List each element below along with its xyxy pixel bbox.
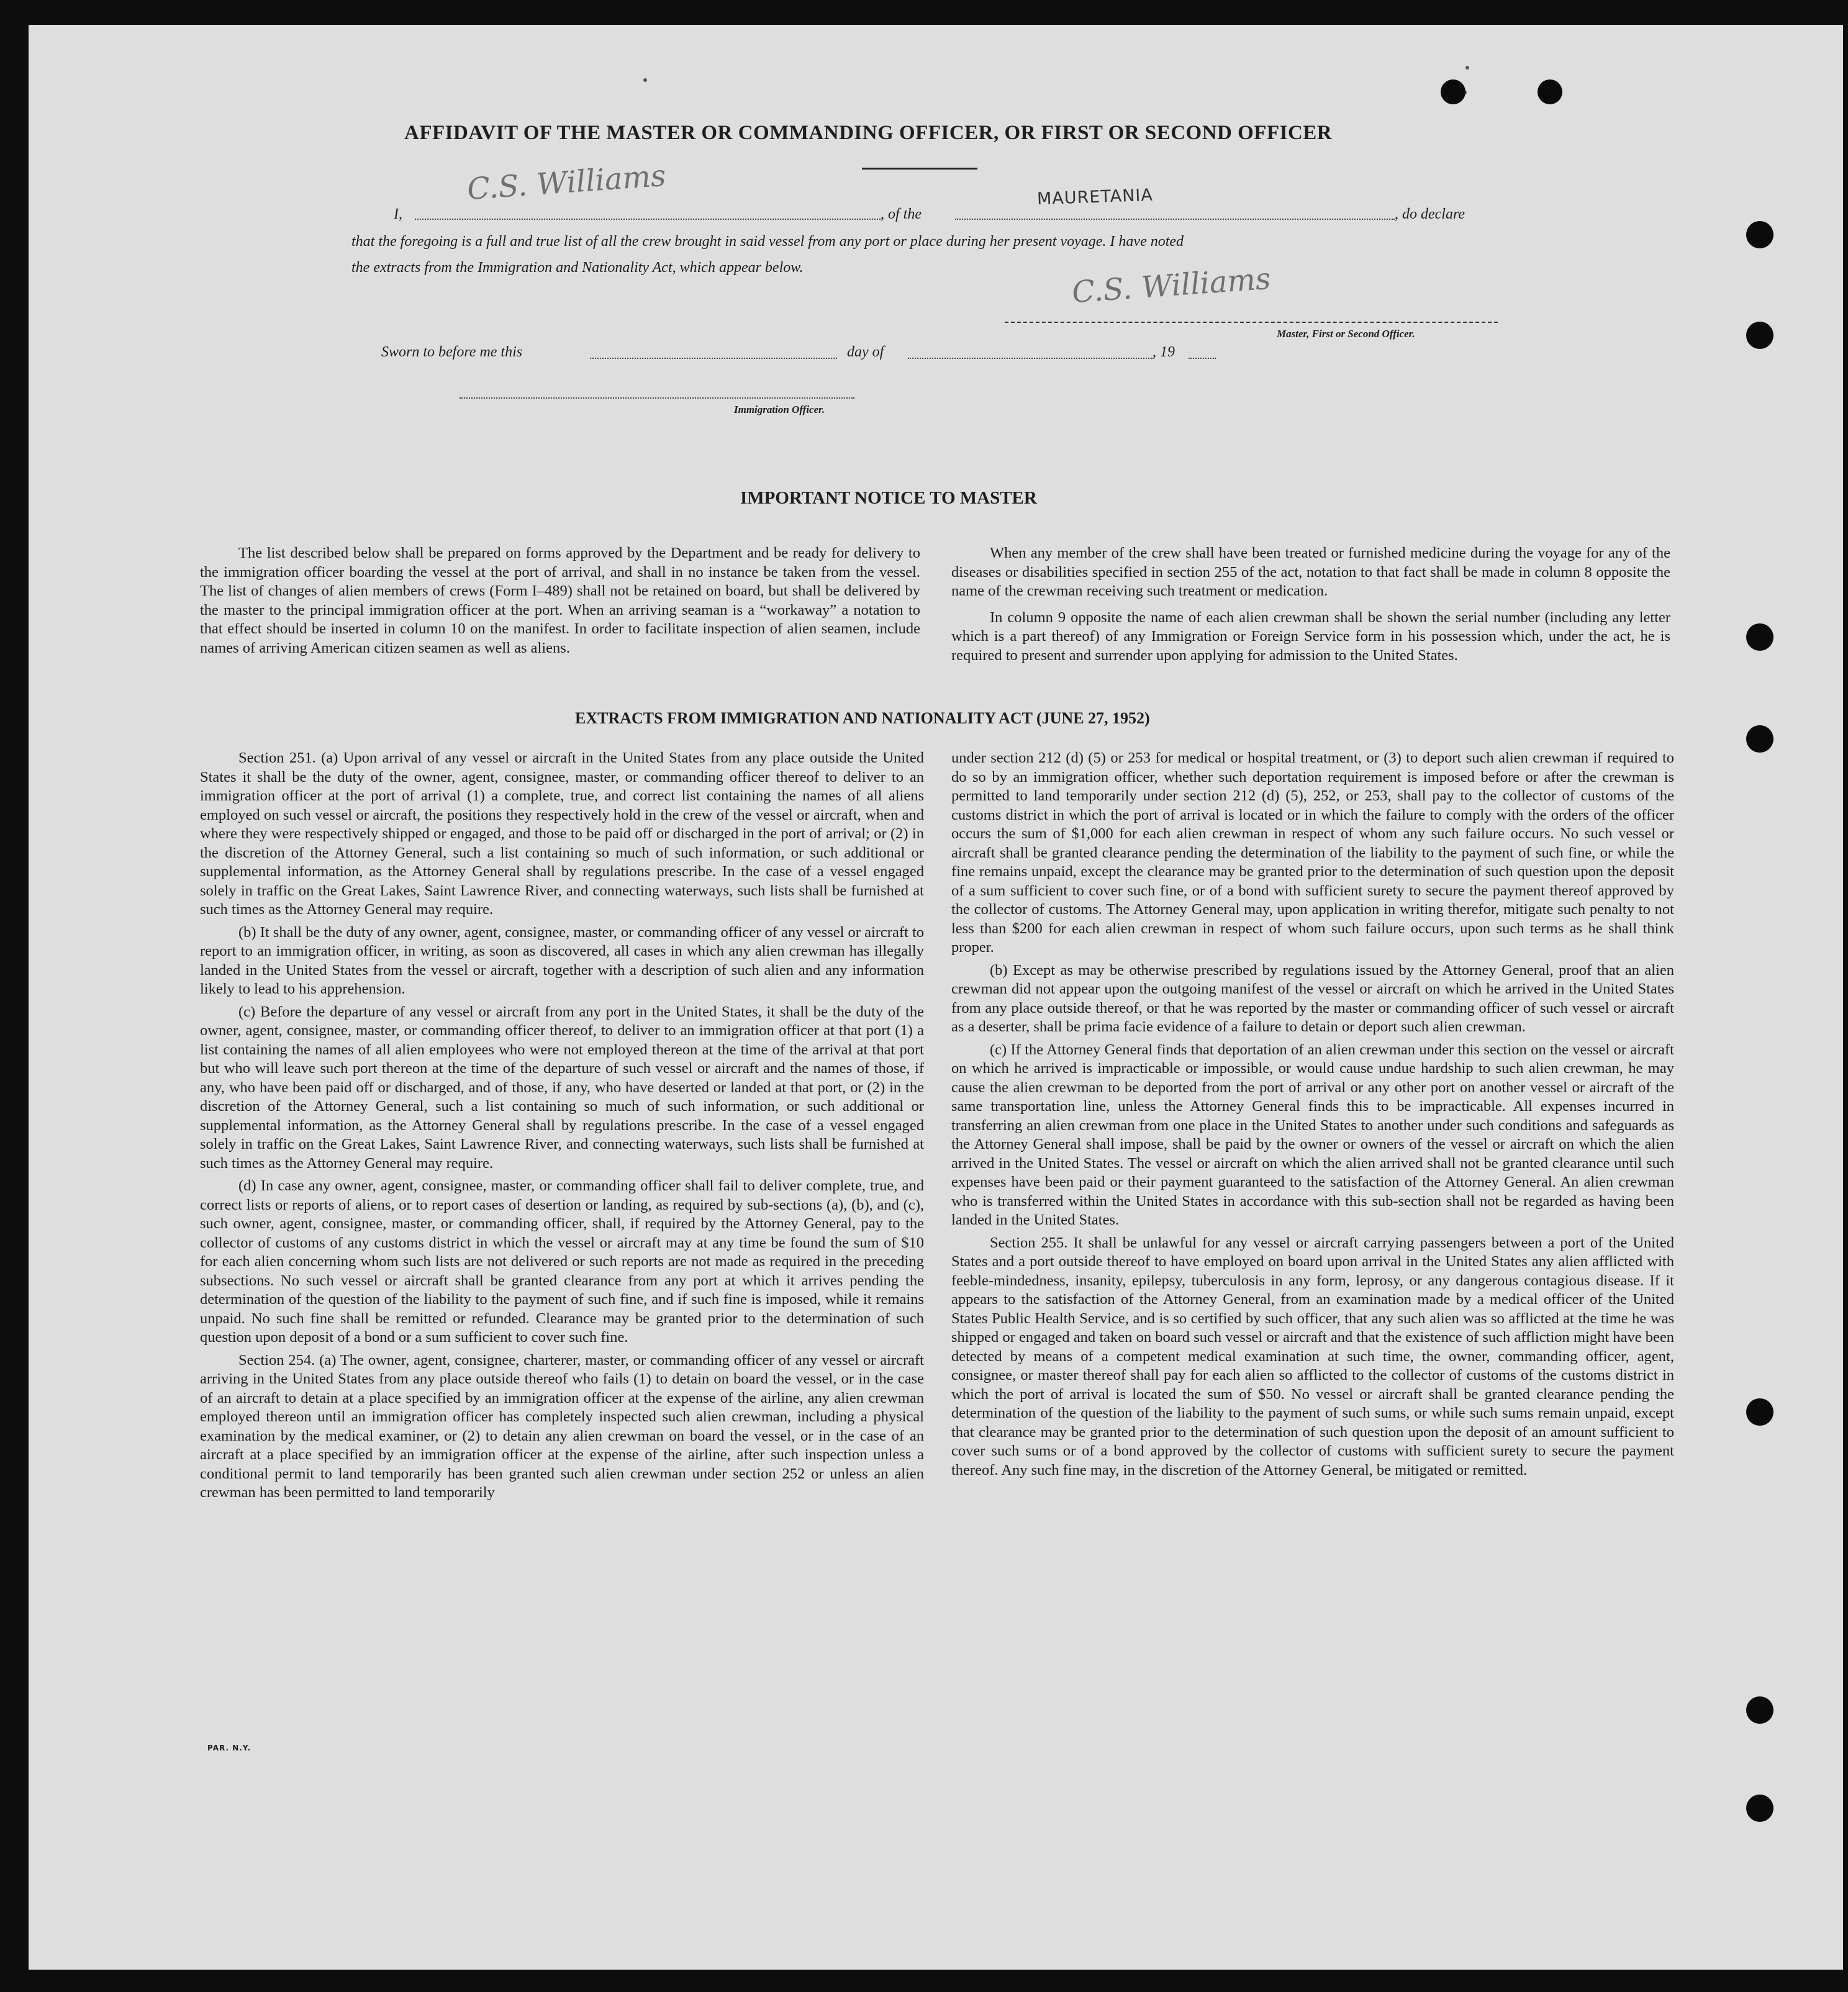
notice-left-column (200, 544, 920, 661)
binder-hole (1746, 322, 1773, 349)
speck (1465, 66, 1469, 70)
line1-of-the-label: , of the (881, 206, 922, 222)
vessel-name-stamp: MAURETANIA (1036, 185, 1154, 209)
affidavit-title: AFFIDAVIT OF THE MASTER OR COMMANDING OFFICER, OR FIRST OR SECOND OFFICER (404, 122, 1333, 144)
binder-hole (1746, 725, 1773, 753)
master-signature-label: Master, First or Second Officer. (1277, 328, 1415, 340)
declarant-name-field (415, 219, 881, 220)
section-251-c: (c) Before the departure of any vessel or aircraft from any port in the United States, it shall be the duty of the owner, agent, consignee, master, or commanding officer thereof, to deliver to an immigration officer at that port (1) a list containing the names of all alien employees who were not employed thereon at the time of the arrival at that port but who will leave such port thereon at the time of the departure of such vessel or aircraft and the names of those, if any, who have been paid off or discharged, and of those, if any, who have deserted or landed at that port, or (2) in the discretion of the Attorney General, such a list containing so much of such information, or such additional or supplemental information, as the Attorney General shall by regulations prescribe. In the case of a vessel engaged solely in traffic on the Great Lakes, Saint Lawrence River, and connecting waterways, such lists shall be furnished at such times as the Attorney General may require. (200, 1003, 924, 1172)
sworn-year-field (1189, 358, 1216, 359)
section-254-c: (c) If the Attorney General finds that deportation of an alien crewman under this section on the vessel or aircraft on which he arrived is impracticable or impossible, or would cause undue hardship to such alien crewman, he may cause the alien crewman to be deported from the port of arrival or any other port on another vessel or aircraft of the same transportation line, unless the Attorney General finds this to be impracticable. All expenses incurred in transferring an alien crewman from one place in the United States to another under such conditions and safeguards as the Attorney General shall impose, shall be paid by the owner or owners of the vessel or aircraft on which the alien arrived in the United States. The vessel or aircraft on which the alien arrived shall not be granted clearance until such expenses have been paid or their payment guaranteed to the satisfaction of the Attorney General. An alien crewman who is transferred within the United States in accordance with this sub-section shall not be regarded as having been landed in the United States. (951, 1041, 1674, 1228)
section-254-a: Section 254. (a) The owner, agent, consignee, charterer, master, or commanding officer of any vessel or aircraft arriving in the United States from any place outside thereof who fails (1) to detain on board the vessel, or in the case of an aircraft to detain at a place specified by an immigration officer at the expense of the airline, any alien crewman employed thereon until an immigration officer has completely inspected such alien crewman, including a physical examination by the medical examiner, or (2) to detain any alien crewman on board the vessel, or in the case of an aircraft at a place specified by an immigration officer at the expense of the airline, after such inspection unless a conditional permit to land temporarily has been granted such alien crewman under section 252 or unless an alien crewman has been permitted to land temporarily (200, 1351, 924, 1501)
binder-hole (1746, 221, 1773, 248)
notice-title: IMPORTANT NOTICE TO MASTER (740, 488, 1037, 508)
document-page (29, 25, 1843, 1970)
immigration-officer-label: Immigration Officer. (734, 404, 825, 415)
notice-left-paragraph: The list described below shall be prepared on forms approved by the Department and be ready for delivery to the immigration officer boarding the vessel at the port of arrival, and shall in no instance be taken from the vessel. The list of changes of alien members of crews (Form I–489) shall not be retained on board, but shall be delivered by the master to the principal immigration officer at the port. When an arriving seaman is a “workaway” a notation to that effect should be inserted in column 10 on the manifest. In order to facilitate inspection of alien seamen, include names of arriving American citizen seamen as well as aliens. (200, 545, 920, 656)
binder-hole (1746, 1398, 1773, 1426)
immigration-officer-line (460, 397, 854, 399)
section-255: Section 255. It shall be unlawful for any vessel or aircraft carrying passengers between a port of the United States and a port outside thereof to have employed on board upon arrival in the United States any alien afflicted with feeble-mindedness, insanity, epilepsy, tuberculosis in any form, leprosy, or any dangerous contagious disease. If it appears to the satisfaction of the Attorney General, from an examination made by a medical officer of the United States Public Health Service, and is so certified by such officer, that any such alien was so afflicted at the time he was shipped or engaged and taken on board such vessel or aircraft and that the existence of such affliction might have been detected by means of a competent medical examination at such time, the owner, commanding officer, agent, consignee, or master thereof shall pay for each alien so afflicted to the collector of customs of the customs district in which the port of arrival is located the sum of $50. No vessel or aircraft shall be granted clearance pending the determination of the question of the liability to the payment of such sums, or while such sums remain unpaid, except that clearance may be granted prior to the determination of such question upon the deposit of an amount sufficient to cover such sums or of a bond approved by the collector of customs with sufficient surety to secure the payment thereof. Any such fine may, in the discretion of the Attorney General, be mitigated or remitted. (951, 1234, 1674, 1478)
sworn-day-field (590, 358, 837, 359)
binder-hole (1746, 623, 1773, 651)
title-rule (862, 168, 977, 170)
sworn-day-of-label: day of (847, 344, 884, 360)
section-251-b: (b) It shall be the duty of any owner, agent, consignee, master, or commanding officer of any vessel or aircraft to report to an immigration officer, in writing, as soon as discovered, all cases in which any alien crewman has illegally landed in the United States from the vessel or aircraft, together with a description of such alien and any information likely to lead to his apprehension. (200, 923, 924, 997)
vessel-name-field (955, 219, 1395, 220)
notice-right-paragraph-1: When any member of the crew shall have been treated or furnished medicine during the voyage for any of the diseases or disabilities specified in section 255 of the act, notation to that fact shall be made in column 8 opposite the name of the crewman receiving such treatment or medication. (951, 545, 1670, 599)
extracts-left-column (200, 749, 924, 1506)
binder-hole (1746, 1795, 1773, 1822)
extracts-right-column (951, 749, 1674, 1483)
line1-declare-label: , do declare (1395, 206, 1465, 222)
section-251-a: Section 251. (a) Upon arrival of any vessel or aircraft in the United States from any place outside the United States it shall be the duty of the owner, agent, consignee, master, or commanding officer thereof to deliver to an immigration officer at the port of arrival (1) a complete, true, and correct list containing the names of all aliens employed on such vessel or aircraft, the positions they respectively hold in the crew of the vessel or aircraft, when and where they were respectively shipped or engaged, and those to be paid off or discharged in the port of arrival; or (2) in the discretion of the Attorney General, such a list containing so much of such information, or such additional or supplemental information, as the Attorney General shall by regulations prescribe. In the case of a vessel engaged solely in traffic on the Great Lakes, Saint Lawrence River, and connecting waterways, such lists shall be furnished at such times as the Attorney General may require. (200, 749, 924, 918)
sworn-label: Sworn to before me this (381, 344, 523, 360)
binder-hole-top-1 (1441, 79, 1465, 104)
binder-hole-top-2 (1538, 79, 1562, 104)
section-254-b: (b) Except as may be otherwise prescribed by regulations issued by the Attorney General, proof that an alien crewman did not appear upon the outgoing manifest of the vessel or aircraft on which he arrived in the United States from any place outside thereof, or that he was reported by the master or commanding officer of such vessel or aircraft as a deserter, shall be prima facie evidence of a failure to detain or deport such alien crewman. (951, 961, 1674, 1035)
declaration-line2: that the foregoing is a full and true list of all the crew brought in said vessel from any port or place during her present voyage. I have noted (351, 233, 1184, 250)
binder-hole (1746, 1696, 1773, 1724)
section-254-a-continued: under section 212 (d) (5) or 253 for medical or hospital treatment, or (3) to deport such alien crewman if required to do so by an immigration officer, whether such deportation requirement is imposed before or after the crewman is permitted to land temporarily under section 212 (d) (5), 252, or 253, shall pay to the collector of customs of the customs district in which the port of arrival is located or in which the failure to comply with the orders of the officer occurs the sum of $1,000 for each alien crewman in respect of whom any such failure occurs. No such vessel or aircraft shall be granted clearance pending the determination of the liability to the payment of such fine, or while the fine remains unpaid, except the clearance may be granted prior to the determination of such question upon the deposit of a sum sufficient to cover such fine, or of a bond with sufficient surety to secure the payment thereof approved by the collector of customs. The Attorney General may, upon application in writing therefor, mitigate such penalty to not less than $200 for each alien crewman in respect of whom such failure occurs, upon such terms as he shall think proper. (951, 749, 1674, 956)
master-signature: C.S. Williams (1071, 261, 1272, 310)
sworn-year-label: , 19 (1153, 344, 1175, 360)
declarant-signature: C.S. Williams (466, 158, 668, 207)
extracts-title: EXTRACTS FROM IMMIGRATION AND NATIONALITY ACT (JUNE 27, 1952) (575, 709, 1150, 727)
notice-right-column (951, 544, 1670, 669)
line1-i-label: I, (394, 206, 402, 222)
speck (643, 78, 647, 82)
notice-right-paragraph-2: In column 9 opposite the name of each alien crewman shall be shown the serial number (including any letter which is a part thereof) of any Immigration or Foreign Service form in his possession which, under the act, he is required to present and surrender upon applying for admission to the United States. (951, 609, 1670, 664)
printer-mark: PAR. N.Y. (207, 1744, 251, 1752)
master-signature-line (1005, 322, 1498, 323)
sworn-month-field (908, 358, 1154, 359)
declaration-line3: the extracts from the Immigration and Nationality Act, which appear below. (351, 260, 804, 276)
section-251-d: (d) In case any owner, agent, consignee, master, or commanding officer shall fail to deliver complete, true, and correct lists or reports of aliens, or to report cases of desertion or landing, as required by sub-sections (a), (b), and (c), such owner, agent, consignee, master, or commanding officer, shall, if required by the Attorney General, pay to the collector of customs of any customs district in which the vessel or aircraft may at any time be found the sum of $10 for each alien concerning whom such lists are not delivered or such reports are not made as required in the preceding subsections. No such vessel or aircraft shall be granted clearance from any port at which it arrives pending the determination of the question of the liability to the payment of such fine, and if such fine is imposed, while it remains unpaid. No such fine shall be remitted or refunded. Clearance may be granted prior to the determination of such question upon deposit of a bond or a sum sufficient to cover such fine. (200, 1177, 924, 1346)
